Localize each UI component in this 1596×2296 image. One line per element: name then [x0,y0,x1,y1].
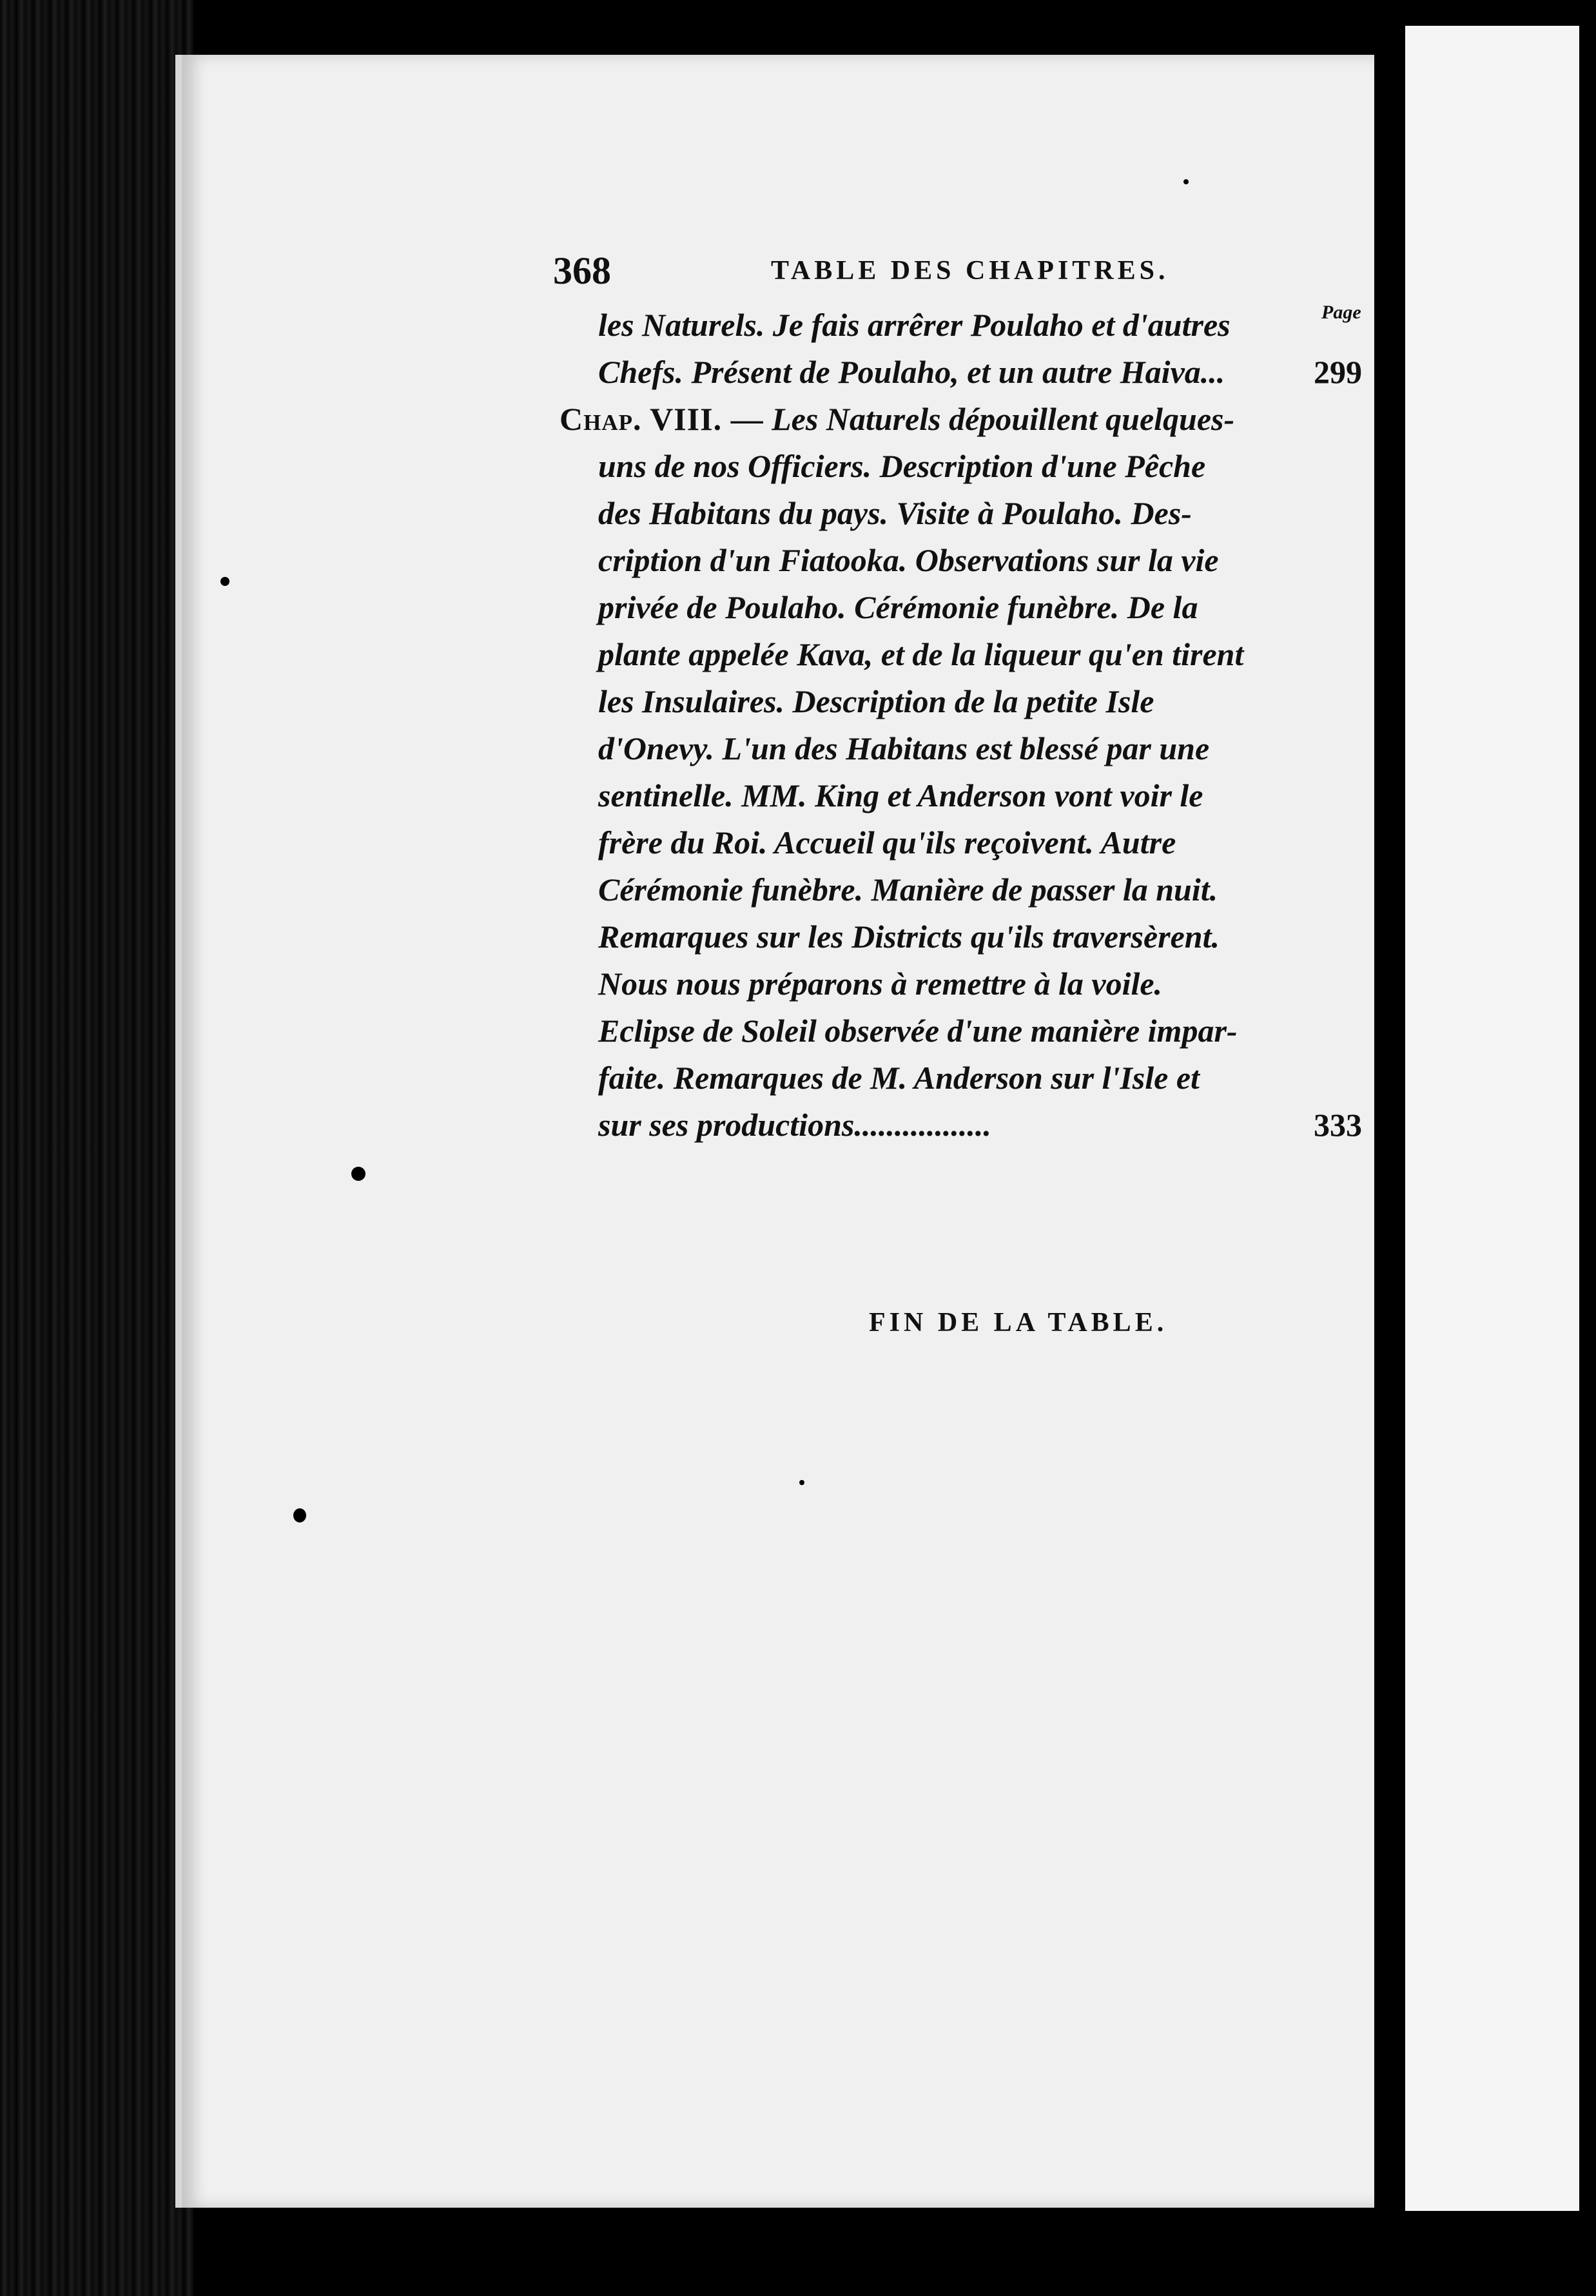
toc-line-text: Les Naturels dépouillent quelques- [763,401,1235,437]
chapter-label: Chap. VIII. — [560,401,764,437]
toc-line-text: plante appelée Kava, et de la liqueur qu'en tirent [598,636,1244,672]
toc-line-text: les Naturels. Je fais arrêrer Poulaho et d'autres [598,307,1231,343]
chapter-heading-line [560,396,1362,443]
toc-line-text: Eclipse de Soleil observée d'une manière impar- [598,1013,1238,1049]
toc-line [560,678,1362,725]
toc-line-text: cription d'un Fiatooka. Observations sur la vie [598,542,1219,578]
toc-line [560,725,1362,772]
toc-line [560,1007,1362,1055]
toc-line-text: sur ses productions................. [598,1107,991,1143]
toc-page-number: 299 [1314,354,1362,390]
toc-line-text: Chefs. Présent de Poulaho, et un autre Haiva... [598,354,1225,390]
toc-line-text: faite. Remarques de M. Anderson sur l'Isle et [598,1060,1200,1096]
ink-speck [799,1480,804,1485]
next-page-edge [1405,26,1579,2211]
ink-speck [293,1508,306,1523]
toc-line [560,772,1362,819]
toc-line-text: frère du Roi. Accueil qu'ils reçoivent. Autre [598,824,1176,861]
toc-line-text: Nous nous préparons à remettre à la voile. [598,966,1163,1002]
toc-line [560,443,1362,490]
toc-line [560,584,1362,631]
end-of-table-label: FIN DE LA TABLE. [869,1308,1168,1338]
toc-line [560,960,1362,1007]
ink-speck [1183,179,1189,184]
page-number: 368 [553,249,611,292]
toc-line [560,537,1362,584]
toc-line [560,302,1362,349]
toc-line-text: les Insulaires. Description de la petite Isle [598,683,1154,719]
toc-line-text: sentinelle. MM. King et Anderson vont voir le [598,777,1203,813]
toc-line-text: d'Onevy. L'un des Habitans est blessé par une [598,730,1210,766]
toc-line-text: uns de nos Officiers. Description d'une Pêche [598,448,1206,484]
toc-line-text: Remarques sur les Districts qu'ils traversèrent. [598,919,1220,955]
toc-line [560,631,1362,678]
ink-speck [220,577,229,586]
toc-line [560,913,1362,960]
toc-line-text: des Habitans du pays. Visite à Poulaho. Des- [598,495,1192,531]
toc-line-text: privée de Poulaho. Cérémonie funèbre. De la [598,589,1198,625]
book-spine [0,0,193,2296]
toc-line [560,819,1362,866]
toc-line-text: Cérémonie funèbre. Manière de passer la nuit. [598,871,1218,908]
toc-line [560,866,1362,913]
ink-speck [351,1167,365,1181]
page-column-label: Page [1321,302,1361,323]
toc-page-number: 333 [1314,1107,1362,1143]
toc-line [560,490,1362,537]
page-header [553,249,1356,294]
running-title: TABLE DES CHAPITRES. [771,256,1169,286]
toc-line [560,1055,1362,1102]
table-of-contents [560,302,1362,1149]
toc-line [560,349,1362,396]
toc-line [560,1102,1362,1149]
